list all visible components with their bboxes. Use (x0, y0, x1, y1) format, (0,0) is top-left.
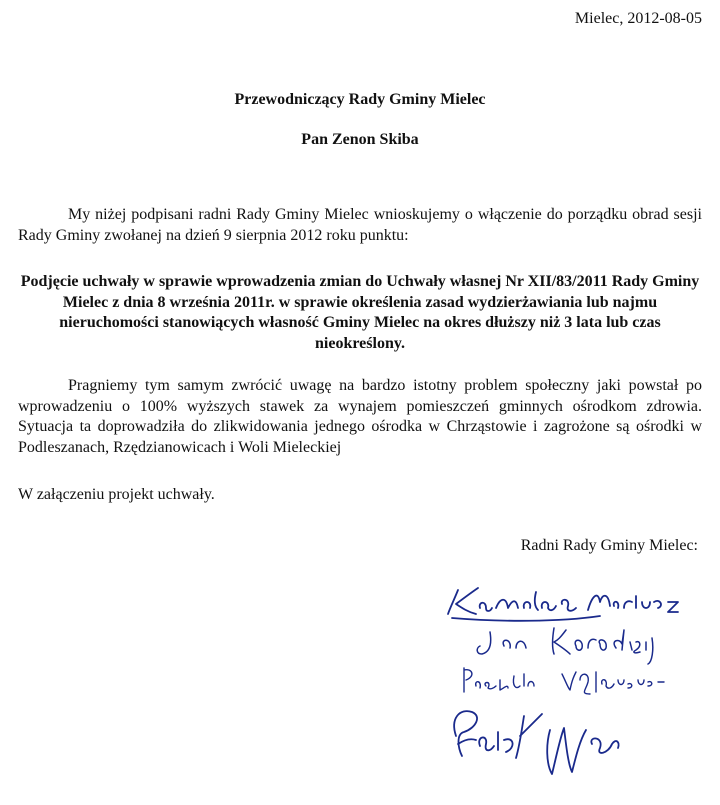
signature-4 (454, 711, 618, 774)
signature-2 (477, 628, 653, 664)
signature-1 (448, 588, 678, 621)
place-and-date: Mielec, 2012-08-05 (574, 10, 702, 27)
signatories-label: Radni Rady Gminy Mielec: (520, 537, 698, 554)
addressee-title: Przewodniczący Rady Gminy Mielec (234, 91, 486, 108)
handwritten-signatures (420, 568, 710, 798)
justification-paragraph: Pragniemy tym samym zwrócić uwagę na bardzo istotny problem społeczny jaki powstał po wprowadzeniu o 100% wyższych stawek za wynajem pomieszczeń gminnych ośrodkom zdrowia. Sytuacja ta doprowadziła do zlikwidowania jednego ośrodka w Chrząstowie i zagrożone są ośrodki w Podleszanach, Rzędzianowicach i Woli Mieleckiej (18, 377, 702, 456)
request-paragraph: My niżej podpisani radni Rady Gminy Mielec wnioskujemy o włączenie do porządku obrad sesji Rady Gminy zwołanej na dzień 9 sierpnia 2012 roku punktu: (18, 206, 702, 244)
agenda-item-subject: Podjęcie uchwały w sprawie wprowadzenia zmian do Uchwały własnej Nr XII/83/2011 Rady Gminy Mielec z dnia 8 września 2011r. w sprawie określenia zasad wydzierżawiania lub najmu nieruchomości stanowiących własność Gminy Mielec na okres dłuższy niż 3 lata lub czas nieokreślony. (20, 273, 700, 352)
addressee-name: Pan Zenon Skiba (301, 131, 419, 148)
signature-3 (464, 668, 664, 694)
attachment-note: W załączeniu projekt uchwały. (18, 486, 215, 503)
